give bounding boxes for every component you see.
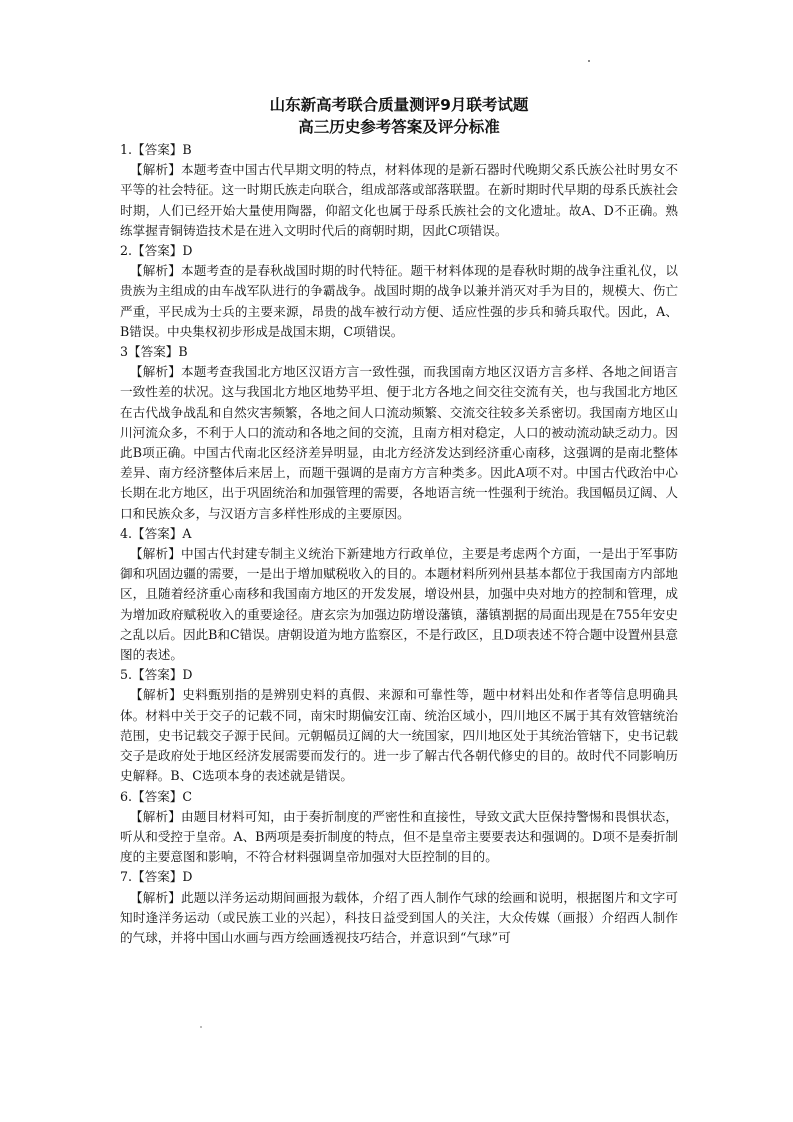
document-subtitle: 高三历史参考答案及评分标准 <box>298 118 500 136</box>
explanation-paragraph: 【解析】由题目材料可知，由于奏折制度的严密性和直接性，导致文武大臣保持警惕和畏惧状态，听从和受控于皇帝。A、B两项是奏折制度的特点，但不是皇帝主要要表达和强调的。D项不是奏折制度的主要意图和影响，不符合材料强调皇帝加强对大臣控制的目的。 <box>120 808 678 865</box>
explanation-paragraph: 【解析】本题考查中国古代早期文明的特点，材料体现的是新石器时代晚期父系氏族公社时男女不平等的社会特征。这一时期氏族走向联合，组成部落或部落联盟。在新时期时代早期的母系氏族社会时期，人们已经开始大量使用陶器，仰韶文化也属于母系氏族社会的文化遗址。故A、D不正确。熟练掌握青铜铸造技术是在进入文明时代后的商朝时期，因此C项错误。 <box>120 162 678 238</box>
question-7 <box>120 867 678 948</box>
question-4 <box>120 524 678 665</box>
answer-line: 5.【答案】D <box>120 667 193 683</box>
answer-line: 3【答案】B <box>120 344 188 360</box>
answer-line: 1.【答案】B <box>120 142 192 157</box>
document-title: 山东新高考联合质量测评9月联考试题 <box>269 96 529 114</box>
question-6 <box>120 787 678 868</box>
question-2 <box>120 241 678 342</box>
document-page <box>120 94 678 948</box>
explanation-paragraph: 【解析】此题以洋务运动期间画报为载体，介绍了西人制作气球的绘画和说明，根据图片和文字可知时逢洋务运动（或民族工业的兴起），科技日益受到国人的关注，大众传媒（画报）介绍西人制作的气球，并将中国山水画与西方绘画透视技巧结合，并意识到“气球”可 <box>120 889 678 945</box>
question-1 <box>120 140 678 241</box>
answer-line: 4.【答案】A <box>120 525 192 541</box>
scan-dot <box>200 1026 202 1028</box>
answer-line: 6.【答案】C <box>120 788 193 804</box>
scan-dot <box>588 60 590 62</box>
answer-line: 7.【答案】D <box>120 869 193 885</box>
explanation-paragraph: 【解析】史料甄别指的是辨别史料的真假、来源和可靠性等，题中材料出处和作者等信息明确具体。材料中关于交子的记载不同，南宋时期偏安江南、统治区域小，四川地区不属于其有效管辖统治范围，史书记载交子源于民间。元朝幅员辽阔的大一统国家，四川地区处于其统治管辖下，史书记载交子是政府处于地区经济发展需要而发行的。进一步了解古代各朝代修史的目的。故时代不同影响历史解释。B、C选项本身的表述就是错误。 <box>120 687 678 784</box>
question-5 <box>120 665 678 786</box>
explanation-paragraph: 【解析】本题考查的是春秋战国时期的时代特征。题干材料体现的是春秋时期的战争注重礼仪，以贵族为主组成的由车战军队进行的争霸战争。战国时期的战争以兼并消灭对手为目的，规模大、伤亡严重，平民成为士兵的主要来源，昂贵的战车被行动方便、适应性强的步兵和骑兵取代。因此，A、B错误。中央集权初步形成是战国末期，C项错误。 <box>120 263 678 339</box>
explanation-paragraph: 【解析】本题考查我国北方地区汉语方言一致性强，而我国南方地区汉语方言多样、各地之间语言一致性差的状况。这与我国北方地区地势平坦、便于北方各地之间交往交流有关，也与我国北方地区在古代战争战乱和自然灾害频繁，各地之间人口流动频繁、交流交往较多关系密切。我国南方地区山川河流众多，不利于人口的流动和各地之间的交流，且南方相对稳定，人口的被动流动缺乏动力。因此B项正确。中国古代南北区经济差异明显，由北方经济发达到经济重心南移，这强调的是南北整体差异、南方经济整体后来居上，而题干强调的是南方方言种类多。因此A项不对。中国古代政治中心长期在北方地区，出于巩固统治和加强管理的需要，各地语言统一性强利于统治。我国幅员辽阔、人口和民族众多，与汉语方言多样性形成的主要原因。 <box>120 364 678 521</box>
answer-line: 2.【答案】D <box>120 243 193 259</box>
explanation-paragraph: 【解析】中国古代封建专制主义统治下新建地方行政单位，主要是考虑两个方面，一是出于军事防御和巩固边疆的需要，一是出于增加赋税收入的目的。本题材料所列州县基本都位于我国南方内部地区，且随着经济重心南移和我国南方地区的开发发展，增设州县，加强中央对地方的控制和管理，成为增加政府赋税收入的重要途径。唐玄宗为加强边防增设藩镇，藩镇割据的局面出现是在755年安史之乱以后。因此B和C错误。唐朝设道为地方监察区，不是行政区，且D项表述不符合题中设置州县意图的表述。 <box>120 546 678 663</box>
question-3 <box>120 342 678 524</box>
